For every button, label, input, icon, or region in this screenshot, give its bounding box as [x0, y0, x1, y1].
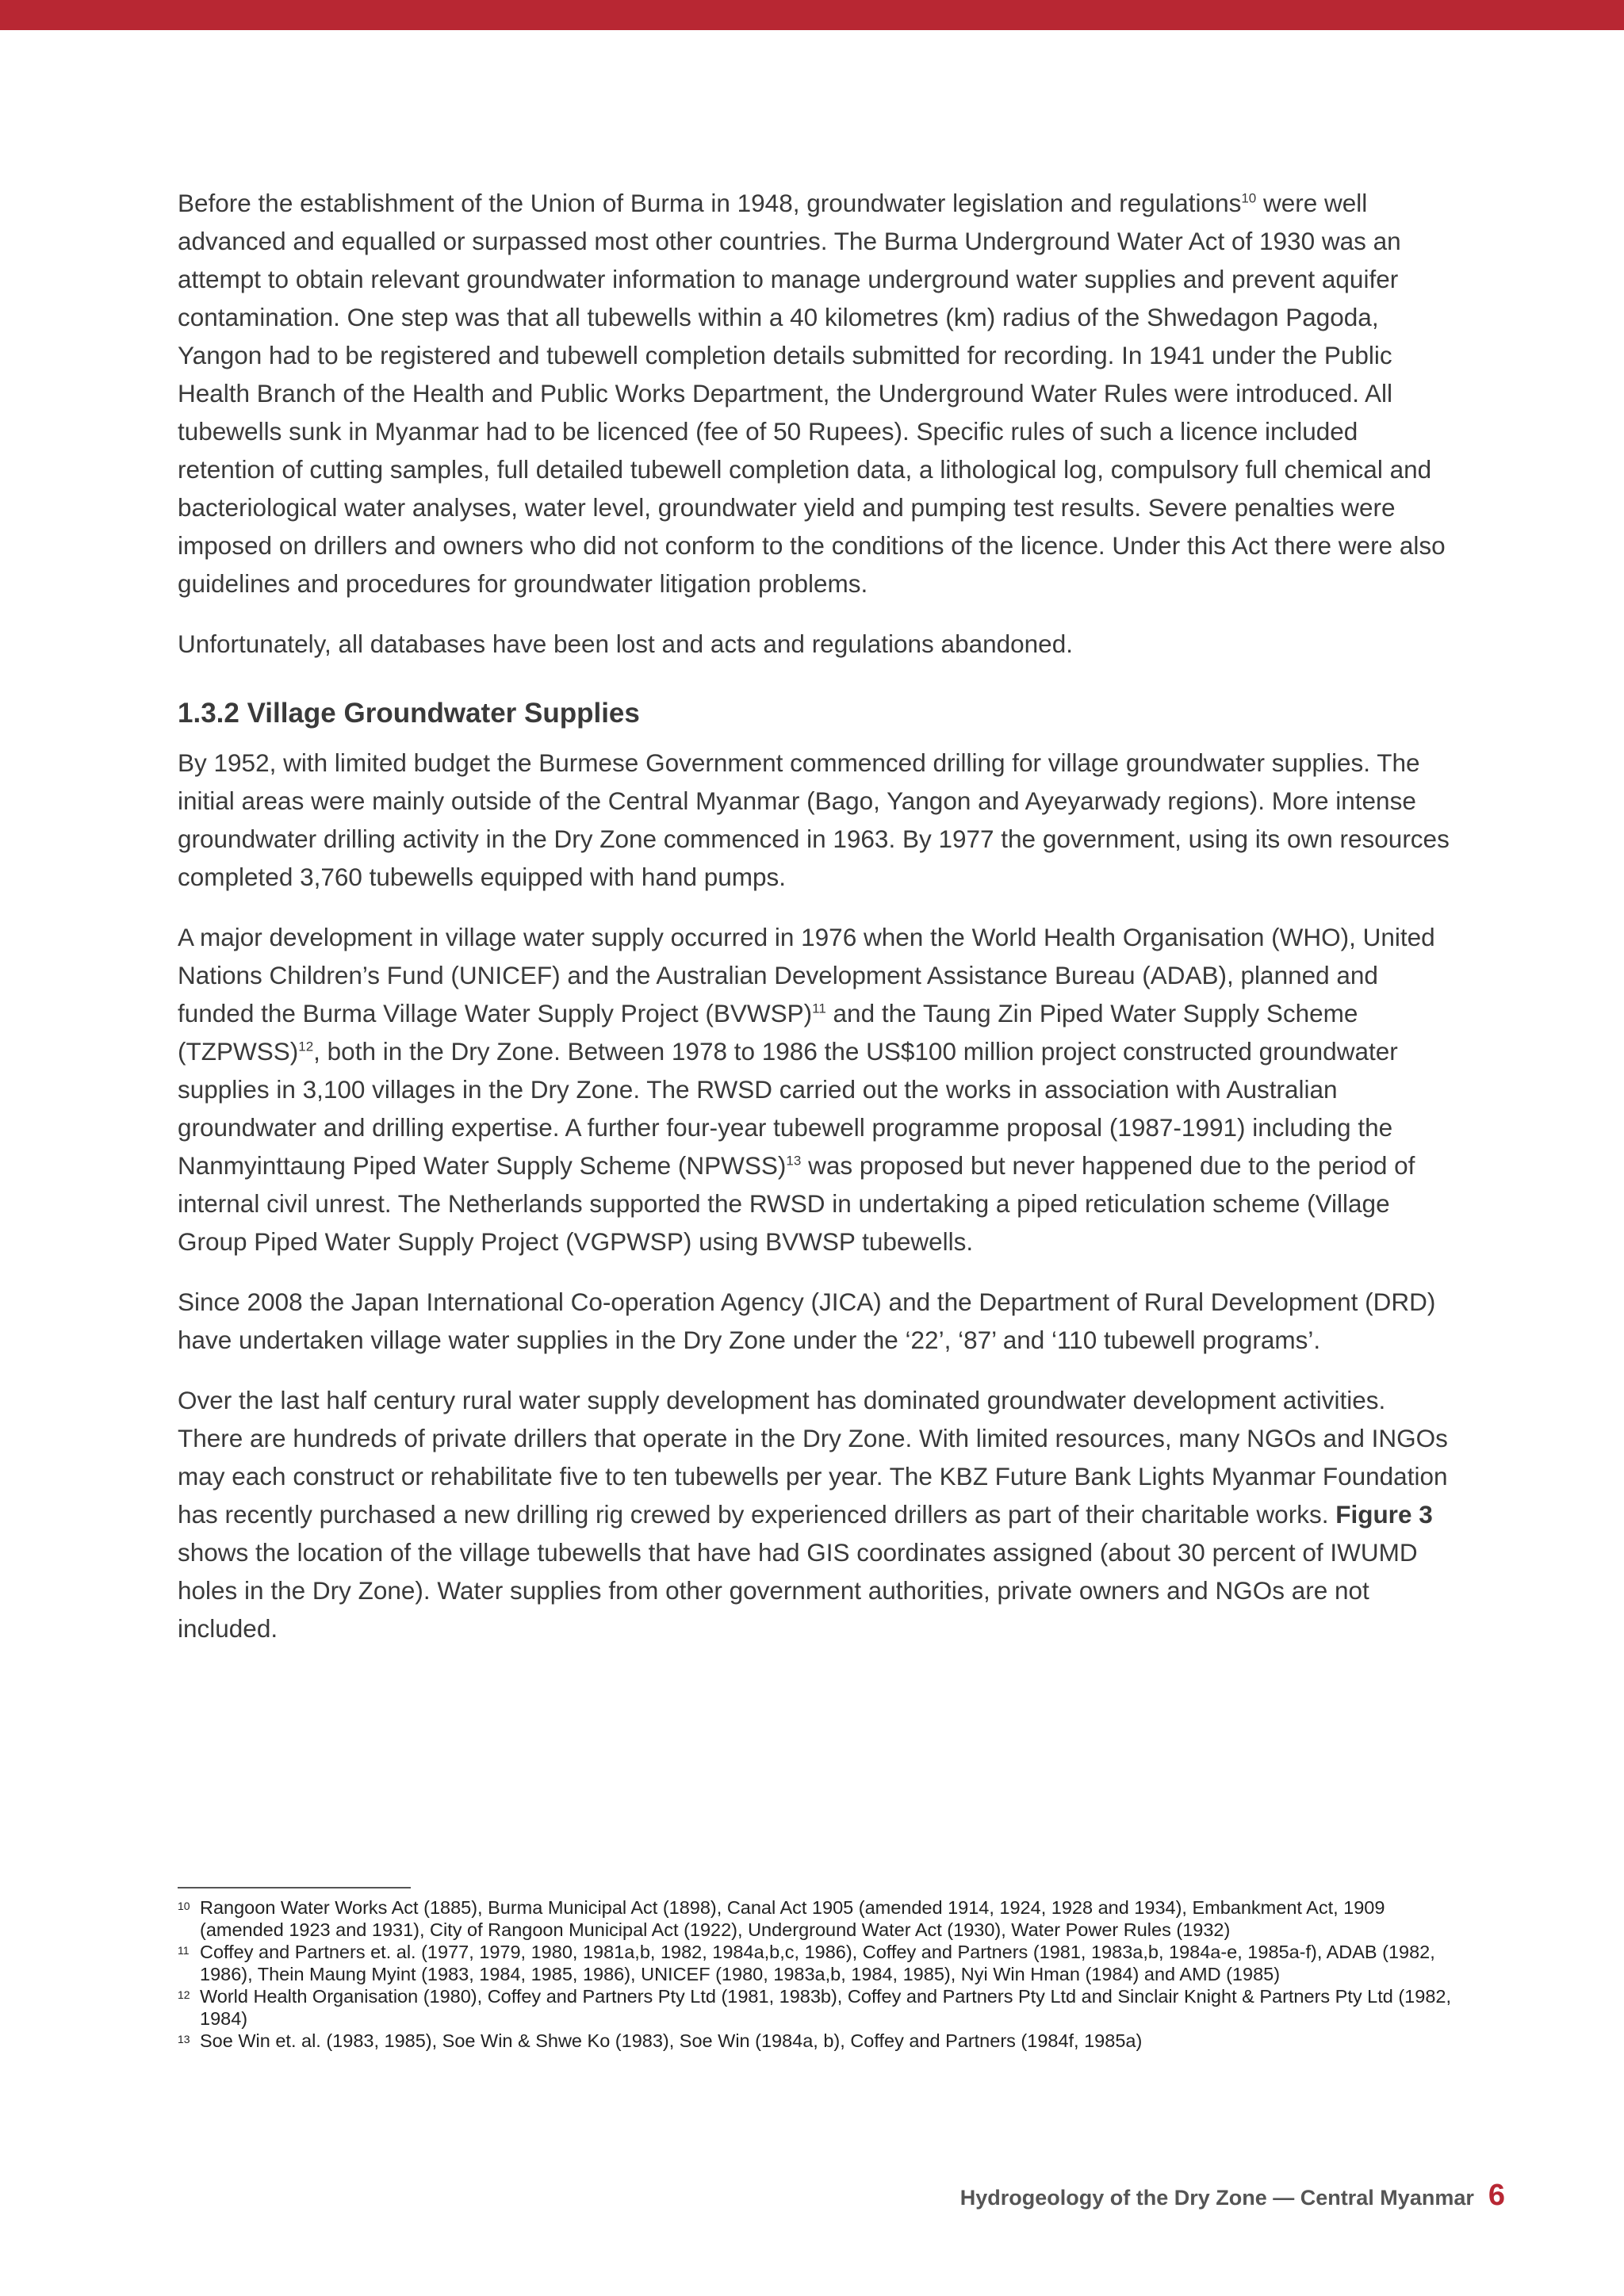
footnote-text: Soe Win et. al. (1983, 1985), Soe Win & Shwe Ko (1983), Soe Win (1984a, b), Coffey and Partners (1984f, 1985a): [200, 2030, 1143, 2051]
footnote-number: 10: [178, 1900, 190, 1912]
footnote-item: [178, 1896, 1462, 1941]
paragraph-jica-programs: Since 2008 the Japan International Co-operation Agency (JICA) and the Department of Rural Development (DRD) have undertaken village water supplies in the Dry Zone under the ‘22’, ‘87’ and ‘110 tubewell programs’.: [178, 1288, 1436, 1354]
footnote-ref-10[interactable]: 10: [1241, 190, 1257, 206]
main-content: [178, 184, 1454, 1670]
footnote-text: Coffey and Partners et. al. (1977, 1979, 1980, 1981a,b, 1982, 1984a,b,c, 1986), Coffey and Partners (1981, 1983a,b, 1984a-e, 1985a-f), ADAB (1982, 1986), Thein Maung Myint (1983, 1984, 1985, 1986), UNICEF (1980, 1983a,b, 1984, 1985), Nyi Win Hman (1984) and AMD (1985): [200, 1942, 1435, 1984]
paragraph-early-drilling: By 1952, with limited budget the Burmese Government commenced drilling for village groundwater supplies. The initial areas were mainly outside of the Central Myanmar (Bago, Yangon and Ayeyarwady regions). More intense groundwater drilling activity in the Dry Zone commenced in 1963. By 1977 the government, using its own resources completed 3,760 tubewells equipped with hand pumps.: [178, 748, 1450, 891]
section-heading: 1.3.2 Village Groundwater Supplies: [178, 698, 640, 729]
footnote-text: Rangoon Water Works Act (1885), Burma Municipal Act (1898), Canal Act 1905 (amended 1914, 1924, 1928 and 1934), Embankment Act, 1909 (amended 1923 and 1931), City of Rangoon Municipal Act (1922), Underground Water Act (1930), Water Power Rules (1932): [200, 1897, 1385, 1940]
paragraph-major-development: A major development in village water supply occurred in 1976 when the World Health Organisation (WHO), United Nations Children’s Fund (UNICEF) and the Australian Development Assistance Bureau (ADAB), planned and funded the Burma Village Water Supply Project (BVWSP)$^{11}$ and the Taung Zin Piped Water Supply Scheme (TZPWSS)$^{12}$, both in the Dry Zone. Between 1978 to 1986 the US$100 million project constructed groundwater supplies in 3,100 villages in the Dry Zone. The RWSD carried out the works in association with Australian groundwater and drilling expertise. A further four-year tubewell programme proposal (1987-1991) including the Nanmyinttaung Piped Water Supply Scheme (NPWSS)$^{13}$ was proposed but never happened due to the period of internal civil unrest. The Netherlands supported the RWSD in undertaking a piped reticulation scheme (Village Group Piped Water Supply Project (VGPWSP) using BVWSP tubewells.: [178, 923, 1435, 1256]
top-brand-bar: [0, 0, 1624, 30]
figure-reference[interactable]: Figure 3: [1335, 1500, 1433, 1529]
footnote-item: [178, 1985, 1462, 2030]
paragraph-legislation-history: Before the establishment of the Union of Burma in 1948, groundwater legislation and regulations$^{10}$ were well advanced and equalled or surpassed most other countries. The Burma Underground Water Act of 1930 was an attempt to obtain relevant groundwater information to manage underground water supplies and prevent aquifer contamination. One step was that all tubewells within a 40 kilometres (km) radius of the Shwedagon Pagoda, Yangon had to be registered and tubewell completion details submitted for recording. In 1941 under the Public Health Branch of the Health and Public Works Department, the Underground Water Rules were introduced. All tubewells sunk in Myanmar had to be licenced (fee of 50 Rupees). Specific rules of such a licence included retention of cutting samples, full detailed tubewell completion data, a lithological log, compulsory full chemical and bacteriological water analyses, water level, groundwater yield and pumping test results. Severe penalties were imposed on drillers and owners who did not conform to the conditions of the licence. Under this Act there were also guidelines and procedures for groundwater litigation problems.: [178, 189, 1446, 598]
footnote-number: 12: [178, 1988, 190, 2001]
footnote-item: [178, 1941, 1462, 1985]
footnote-number: 11: [178, 1944, 190, 1957]
footnote-text: World Health Organisation (1980), Coffey and Partners Pty Ltd (1981, 1983b), Coffey and Partners Pty Ltd and Sinclair Knight & Partners Pty Ltd (1982, 1984): [200, 1986, 1451, 2029]
paragraph-databases-lost: Unfortunately, all databases have been lost and acts and regulations abandoned.: [178, 629, 1073, 658]
footnote-ref-13[interactable]: 13: [786, 1153, 802, 1169]
footnote-number: 13: [178, 2033, 190, 2045]
footnote-item: [178, 2030, 1462, 2052]
footnote-ref-12[interactable]: 12: [298, 1039, 314, 1054]
footnotes: [178, 1896, 1462, 2052]
footnote-ref-11[interactable]: 11: [812, 1001, 826, 1016]
paragraph-rural-water-supply: Over the last half century rural water supply development has dominated groundwater development activities. There are hundreds of private drillers that operate in the Dry Zone. With limited resources, many NGOs and INGOs may each construct or rehabilitate five to ten tubewells per year. The KBZ Future Bank Lights Myanmar Foundation has recently purchased a new drilling rig crewed by experienced drillers as part of their charitable works. Figure 3 shows the location of the village tubewells that have had GIS coordinates assigned (about 30 percent of IWUMD holes in the Dry Zone). Water supplies from other government authorities, private owners and NGOs are not included.: [178, 1386, 1448, 1643]
page-footer: [960, 2179, 1505, 2213]
footer-document-title: Hydrogeology of the Dry Zone — Central Myanmar: [959, 2186, 1474, 2210]
footnote-divider: [178, 1887, 411, 1888]
page-number: 6: [1488, 2179, 1505, 2212]
